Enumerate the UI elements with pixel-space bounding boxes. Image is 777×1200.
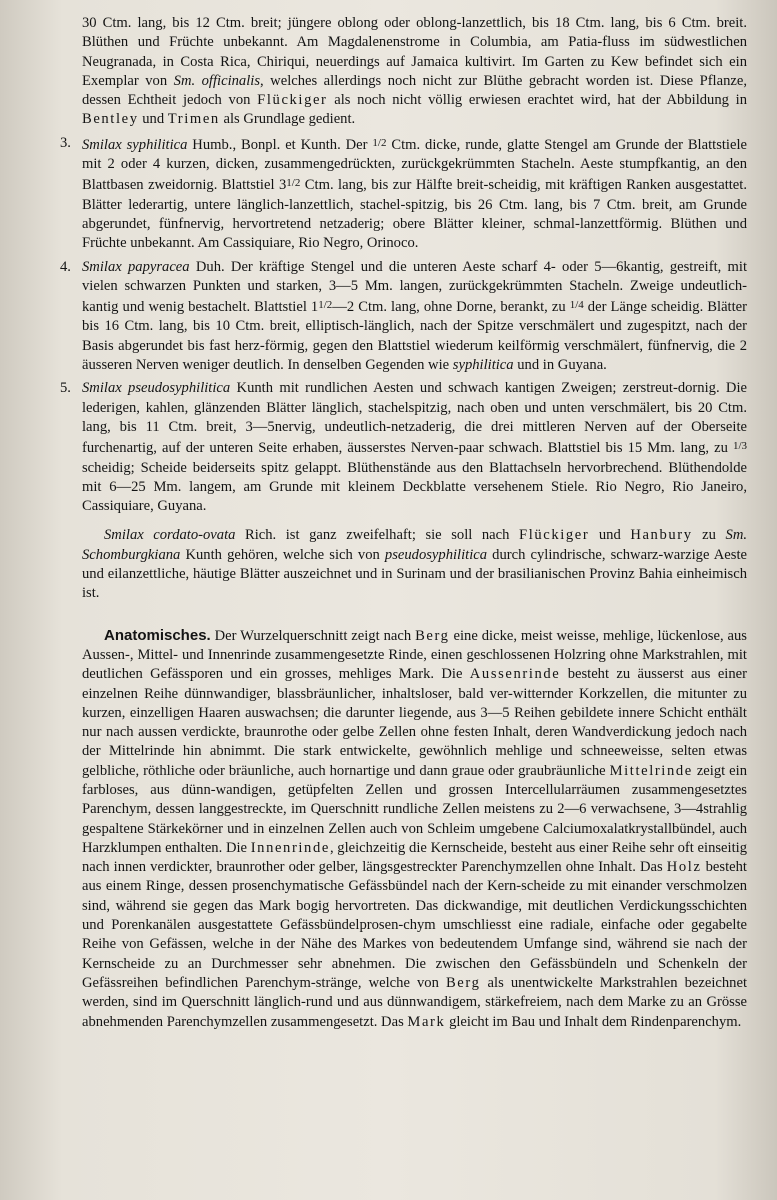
fraction: 1/2 <box>286 177 301 190</box>
text-run: und <box>138 111 168 128</box>
species-name: pseudosyphilitica <box>384 546 488 563</box>
text-run: Ctm. lang, bis zur Hälfte breit-scheidig, mit kräftigen Ranken ausgestattet. Blätter lederartig, untere länglich-lanzettlich, stachel-spitzig, bis 26 Ctm. lang, bis 7 Ctm. breit, am Grunde abgerundet, fünfnervig, hervortretend netzaderig; obere Blätter kleiner, schmal-lanzettförmig. Blüthen und Früchte unbekannt. Am Cassiquiare, Rio Negro, Orinoco. <box>82 177 747 252</box>
species-name: Smilax syphilitica <box>82 136 188 153</box>
fraction: 1/3 <box>732 440 747 453</box>
text-run: , gleichzeitig die Kernscheide, besteht aus einer Reihe sehr oft einseitig nach innen verdickter, braunrother oder gelber, längsgestreckter Parenchymzellen ohne Inhalt. Das <box>82 839 747 876</box>
entry-number: 4. <box>60 258 71 275</box>
text-run: durch cylindrische, schwarz-warzige Aeste und eilanzettliche, häutige Blätter auszeichnet und in Surinam und der brasilianischen Provinz Bahia einheimisch ist. <box>82 546 747 602</box>
text-run: eine dicke, meist weisse, mehlige, lückenlose, aus Aussen-, Mittel- und Innenrinde zusammengesetzte Rinde, einen geschlossenen Holzring ohne Markstrahlen, mit deutlichen Gefässporen und ein grosses, mehliges Mark. Die <box>82 627 747 683</box>
author-name: Flückiger <box>518 527 590 544</box>
fraction: 1/2 <box>372 136 387 149</box>
text-run: als unentwickelte Markstrahlen bezeichnet werden, sind im Querschnitt länglich-rund und aus dünnwandigem, stärkefreiem, nach dem Marke zu an Grösse abnehmenden Parenchymzellen zusammengesetzt. Das <box>82 974 748 1030</box>
text-run: gleicht im Bau und Inhalt dem Rindenparenchym. <box>445 1013 742 1030</box>
text-run: und <box>589 527 631 544</box>
text-run: Duh. Der kräftige Stengel und die unteren Aeste scharf 4- oder 5—6kantig, gestreift, mit vielen schwarzen Punkten und starken, 3—5 Mm. langen, zurückgekrümmten Stacheln. Zweige undeutlich-kantig und wenig bestachelt. Blattstiel 1 <box>82 258 748 316</box>
author-name: Hanbury <box>630 527 693 544</box>
species-name: Smilax cordato-ovata <box>104 527 236 544</box>
text-run: zeigt ein farbloses, aus dünn-wandigen, getüpfelten Zellen und grossen Intercellularräumen zusammengesetztes Parenchym, dessen langgestreckte, im Querschnitt rundliche Zellen meistens zu 2—6 verwachsene, 3—4strahlig gespaltene Stärkekörner und in einzelnen Zellen auch von Schleim umgebene Calciumoxalatkrystallbündel, auch Harzklumpen enthalten. Die <box>82 762 747 856</box>
text-run: Kunth mit rundlichen Aesten und schwach kantigen Zweigen; zerstreut-dornig. Die lederigen, kahlen, glänzenden Blätter länglich, stachelspitzig, nach oben und unten verschmälert, bis 20 Ctm. lang, bis 11 Ctm. breit, 3—5nervig, undeutlich-netzaderig, die drei mittleren Nerven auf der Oberseite furchenartig, auf der unteren Seite erhaben, äusserstes Nerven-paar schwach. Blattstiel bis 15 Mm. lang, zu <box>82 380 747 457</box>
text-run: Rich. ist ganz zweifelhaft; sie soll nach <box>235 527 519 544</box>
text-run: und in Guyana. <box>513 357 607 374</box>
text-run: Kunth gehören, welche sich von <box>180 546 385 563</box>
species-name: Smilax papyracea <box>82 258 190 275</box>
author-name: Bentley <box>82 111 139 128</box>
species-entry-3 <box>60 134 748 254</box>
entry-number: 3. <box>60 134 71 151</box>
spaced-term: Mittelrinde <box>609 762 693 779</box>
text-run: besteht aus einem Ringe, dessen prosenchymatische Gefässbündel nach der Kern-scheide zu mit einander verschmolzen sind, während sie gegen das Mark bogig hervortreten. Das dickwandige, mit deutlichen Verdickungsschichten und Porenkanälen ausgestattete Gefässbündelprosen-chym umschliesst eine radiale, einfache oder gegabelte Reihe von Gefässen, welche in der Nähe des Markes von bedeutendem Umfange sind, während sie nach der Kernscheide zu an Durchmesser sehr abnehmen. Die zwischen den Gefässbündeln und Schenkeln der Gefässreihen befindlichen Parenchym-stränge, welche von <box>82 859 747 991</box>
species-name: Smilax pseudosyphilitica <box>82 380 231 397</box>
author-name: Flückiger <box>257 92 328 109</box>
text-run: scheidig; Scheide beiderseits spitz gelappt. Blüthenstände aus den Blattachseln hervorbrechend. Blüthendolde mit 6—25 Mm. langem, am Grunde mit kleinem Deckblatte versehenem Stiele. Rio Negro, Rio Janeiro, Cassiquiare, Guyana. <box>82 459 747 515</box>
spaced-term: Aussenrinde <box>469 666 561 683</box>
author-name: Trimen <box>167 111 220 128</box>
spaced-term: Mark <box>407 1013 446 1030</box>
author-name: Berg <box>445 974 481 991</box>
author-name: Berg <box>415 627 450 644</box>
text-run: —2 Ctm. lang, ohne Dorne, berankt, zu <box>332 299 570 316</box>
text-run: besteht zu äusserst aus einer einzelnen Reihe dünnwandiger, blassbräunlicher, inhaltsloser, bald ver-witternder Korkzellen, die mitunter zu kurzen, einzelligen Haaren auswachsen; die darunter liegende, aus 3—5 Reihen gebildete innere Schicht enthält nur nach aussen verdickte, braunrothe oder gelbe Zellen ohne festen Inhalt, deren Wandverdickung jedoch nach der Mittelrinde hin abnimmt. Die stark entwickelte, gewöhnlich mehlige und schneeweisse, selten etwas gelbliche, röthliche oder bräunliche, auch hornartige und dann graue oder graubräunliche <box>82 666 747 779</box>
spaced-term: Holz <box>666 859 702 876</box>
species-entry-5 <box>60 379 747 516</box>
paragraph-intro <box>82 14 747 130</box>
species-name: Sm. officinalis <box>173 72 261 89</box>
text-run: Humb., Bonpl. et Kunth. Der <box>187 136 373 153</box>
text-run: der Länge scheidig. Blätter bis 16 Ctm. lang, bis 10 Ctm. breit, elliptisch-länglich, nach der Spitze verschmälert und zugespitzt, nach der Basis abgerundet bis fast herz-förmig, gegen den Blattstiel wiederum keilförmig verschmälert, fünfnervig, die 2 äusseren Nerven weniger deutlich. In denselben Gegenden wie <box>82 299 747 374</box>
fraction: 1/4 <box>569 299 584 312</box>
paragraph-cordato-ovata <box>82 526 747 603</box>
spaced-term: Innenrinde <box>250 839 330 856</box>
species-name: Sm. Schomburgkiana <box>82 527 748 563</box>
paragraph-anatomisches <box>82 626 747 1032</box>
page-text <box>60 14 748 1032</box>
species-entry-4 <box>60 258 748 376</box>
text-run: Ctm. dicke, runde, glatte Stengel am Grunde der Blattstiele mit 2 oder 4 kurzen, dicken, zusammengedrückten, zurückgekrümmten Stacheln. Aeste stumpfkantig, an den Blattbasen zweidornig. Blattstiel 3 <box>82 136 748 194</box>
text-run: 30 Ctm. lang, bis 12 Ctm. breit; jüngere oblong oder oblong-lanzettlich, bis 18 Ctm. lang, bis 6 Ctm. breit. Blüthen und Früchte unbekannt. Am Magdalenenstrome in Columbia, am Patia-fluss im südwestlichen Neugranada, in Costa Rica, Chiriqui, neuerdings auf Jamaica kultivirt. Im Garten zu Kew befindet sich ein Exemplar von <box>82 15 747 89</box>
species-name: syphilitica <box>452 357 514 374</box>
section-heading: Anatomisches. <box>104 626 211 644</box>
text-run: , welches allerdings noch nicht zur Blüthe gebracht worden ist. Diese Pflanze, dessen Echtheit jedoch von <box>82 72 747 109</box>
text-run: zu <box>692 527 726 544</box>
entry-number: 5. <box>60 380 71 397</box>
text-run: Der Wurzelquerschnitt zeigt nach <box>210 627 416 644</box>
text-run: als Grundlage gedient. <box>219 111 356 128</box>
text-run: als noch nicht völlig erwiesen erachtet wird, hat der Abbildung in <box>327 92 748 109</box>
fraction: 1/2 <box>318 299 333 312</box>
